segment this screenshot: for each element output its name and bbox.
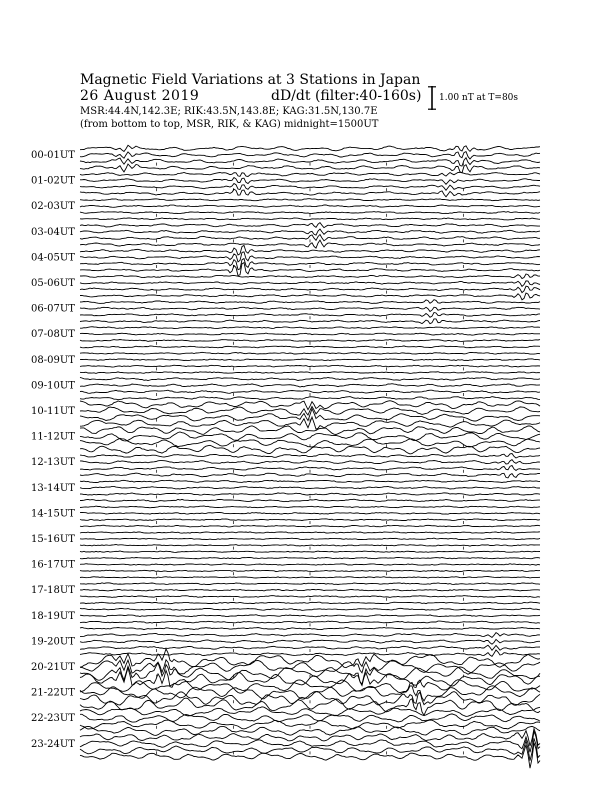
station-trace <box>80 493 540 496</box>
hour-label: 05-06UT <box>31 278 75 289</box>
station-trace <box>80 663 540 685</box>
station-trace <box>80 473 540 478</box>
station-trace <box>80 223 540 228</box>
station-trace <box>80 401 540 410</box>
hour-label: 09-10UT <box>31 380 75 392</box>
station-trace <box>80 480 540 482</box>
station-trace <box>80 327 540 329</box>
station-trace <box>80 538 540 540</box>
station-trace <box>80 621 540 623</box>
hour-label: 16-17UT <box>31 559 75 571</box>
hour-label: 03-04UT <box>31 226 75 238</box>
hour-label: 00-01UT <box>31 150 75 161</box>
station-trace <box>80 545 540 547</box>
hour-label: 01-02UT <box>31 175 75 187</box>
hour-label: 20-21UT <box>31 662 75 673</box>
station-trace <box>80 252 540 262</box>
chart-date: 26 August 2019 <box>80 88 200 104</box>
station-trace <box>80 300 540 304</box>
station-trace <box>80 274 540 279</box>
hour-label: 19-20UT <box>31 636 75 648</box>
station-trace <box>80 319 540 324</box>
station-trace <box>80 432 540 441</box>
scale-label: 1.00 nT at T=80s <box>439 93 519 103</box>
station-trace <box>80 551 540 552</box>
station-trace <box>80 466 540 471</box>
station-trace <box>80 352 540 354</box>
station-trace <box>80 512 540 514</box>
hour-label: 08-09UT <box>31 354 75 366</box>
hour-label: 18-19UT <box>31 610 75 622</box>
station-trace <box>80 615 540 617</box>
station-trace <box>80 152 540 159</box>
station-trace <box>80 372 540 374</box>
station-trace <box>80 359 540 361</box>
station-trace <box>80 486 540 489</box>
station-trace <box>80 506 540 508</box>
hour-label: 23-24UT <box>31 738 75 750</box>
station-trace <box>80 205 540 207</box>
station-order-note: (from bottom to top, MSR, RIK, & KAG) midnight=1500UT <box>80 119 379 130</box>
station-trace <box>80 738 540 760</box>
station-trace <box>80 589 540 591</box>
hour-label: 04-05UT <box>31 252 75 264</box>
station-trace <box>80 633 540 638</box>
station-trace <box>80 557 540 559</box>
hour-label: 17-18UT <box>31 585 75 597</box>
hour-label: 14-15UT <box>31 508 75 520</box>
station-trace <box>80 639 540 644</box>
chart-mode: dD/dt (filter:40-160s) <box>271 88 422 104</box>
station-trace <box>80 577 540 579</box>
hour-label: 10-11UT <box>31 406 75 417</box>
station-trace <box>80 365 540 367</box>
station-trace <box>80 229 540 235</box>
station-trace <box>80 145 540 151</box>
station-trace <box>80 564 540 566</box>
station-trace <box>80 680 540 694</box>
hour-label: 15-16UT <box>31 534 75 545</box>
station-trace <box>80 245 540 255</box>
station-trace <box>80 454 540 459</box>
station-trace <box>80 333 540 335</box>
station-trace <box>80 397 540 400</box>
hour-label: 07-08UT <box>31 329 75 341</box>
station-trace <box>80 340 540 342</box>
station-trace <box>80 390 540 393</box>
station-trace <box>80 384 540 387</box>
station-trace <box>80 608 540 610</box>
station-trace <box>80 660 540 674</box>
station-trace <box>80 519 540 521</box>
station-trace <box>80 499 540 502</box>
station-trace <box>80 293 540 300</box>
station-trace <box>80 743 540 768</box>
hour-label: 11-12UT <box>31 431 75 443</box>
station-trace <box>80 628 540 630</box>
station-trace <box>80 602 540 604</box>
station-trace <box>80 218 540 220</box>
station-trace <box>80 460 540 464</box>
hour-label: 06-07UT <box>31 303 75 315</box>
station-trace <box>80 212 540 214</box>
station-trace <box>80 583 540 585</box>
hour-label: 21-22UT <box>31 687 75 699</box>
station-trace <box>80 172 540 176</box>
station-trace <box>80 707 540 717</box>
station-coordinates: MSR:44.4N,142.3E; RIK:43.5N,143.8E; KAG:31.5N,130.7E <box>80 106 378 117</box>
station-trace <box>80 596 540 598</box>
station-trace <box>80 377 540 380</box>
chart-title: Magnetic Field Variations at 3 Stations in Japan <box>80 72 421 88</box>
station-trace <box>80 570 540 572</box>
station-trace <box>80 532 540 533</box>
station-trace <box>80 307 540 311</box>
station-trace <box>80 525 540 527</box>
station-trace <box>80 346 540 348</box>
station-trace <box>80 178 540 185</box>
station-trace <box>80 281 540 287</box>
hour-label: 22-23UT <box>31 713 75 725</box>
hour-label: 12-13UT <box>31 457 75 469</box>
hour-label: 13-14UT <box>31 482 75 494</box>
station-trace <box>80 199 540 201</box>
hour-label: 02-03UT <box>31 201 75 213</box>
